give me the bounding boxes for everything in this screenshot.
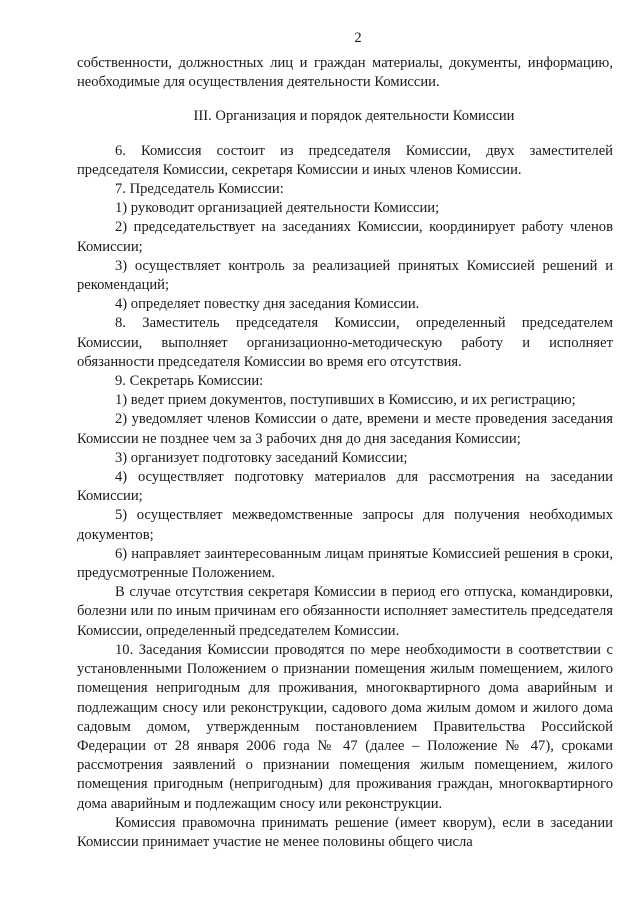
paragraph-9-item-6: 6) направляет заинтересованным лицам принятые Комиссией решения в сроки, предусмотренные Положением.: [77, 545, 613, 582]
paragraph-quorum: Комиссия правомочна принимать решение (имеет кворум), если в заседании Комиссии принимает участие не менее половины общего числа: [77, 814, 613, 850]
paragraph-7-item-3: 3) осуществляет контроль за реализацией принятых Комиссией решений и рекомендаций;: [77, 257, 613, 294]
paragraph-secretary-absence: В случае отсутствия секретаря Комиссии в период его отпуска, командировки, болезни или по иным причинам его обязанности исполняет заместитель председателя Комиссии, определенный председателем Комиссии.: [77, 584, 613, 639]
paragraph-7-item-4: 4) определяет повестку дня заседания Комиссии.: [115, 296, 420, 313]
paragraph-9: 9. Секретарь Комиссии:: [115, 373, 264, 390]
section-heading: III. Организация и порядок деятельности Комиссии: [193, 108, 515, 125]
page-number: 2: [354, 30, 362, 46]
paragraph-9-item-2: 2) уведомляет членов Комиссии о дате, времени и месте проведения заседания Комиссии не позднее чем за 3 рабочих дня до дня заседания Комиссии;: [77, 411, 613, 447]
paragraph-9-item-3: 3) организует подготовку заседаний Комиссии;: [115, 449, 408, 466]
document-page: [77, 28, 613, 852]
intro-paragraph: собственности, должностных лиц и граждан материалы, документы, информацию, необходимые для осуществления деятельности Комиссии.: [77, 55, 613, 91]
paragraph-7: 7. Председатель Комиссии:: [115, 181, 284, 198]
paragraph-7-item-1: 1) руководит организацией деятельности Комиссии;: [115, 200, 440, 217]
paragraph-9-item-4: 4) осуществляет подготовку материалов для рассмотрения на заседании Комиссии;: [77, 469, 613, 505]
paragraph-10: 10. Заседания Комиссии проводятся по мере необходимости в соответствии с установленными Положением о признании помещения жилым помещением, жилого помещения непригодным для проживания, многоквартирного дома аварийным и подлежащим сносу или реконструкции, садового дома жилым домом и жилого дома садовым домом, утвержденным постановлением Правительства Российской Федерации от 28 января 2006 года № 47 (далее – Положение № 47), сроками рассмотрения заявлений о признании помещения жилым помещением, жилого помещения пригодным (непригодным) для проживания граждан, многоквартирного дома аварийным и подлежащим сносу или реконструкции.: [77, 641, 613, 812]
paragraph-8: 8. Заместитель председателя Комиссии, определенный председателем Комиссии, выполняет организационно-методическую работу и исполняет обязанности председателя Комиссии во время его отсутствия.: [77, 315, 613, 370]
paragraph-9-item-1: 1) ведет прием документов, поступивших в Комиссию, и их регистрацию;: [115, 392, 576, 409]
paragraph-7-item-2: 2) председательствует на заседаниях Комиссии, координирует работу членов Комиссии;: [77, 219, 613, 255]
paragraph-6: 6. Комиссия состоит из председателя Комиссии, двух заместителей председателя Комиссии, секретаря Комиссии и иных членов Комиссии.: [77, 142, 613, 178]
paragraph-9-item-5: 5) осуществляет межведомственные запросы для получения необходимых документов;: [77, 507, 613, 543]
